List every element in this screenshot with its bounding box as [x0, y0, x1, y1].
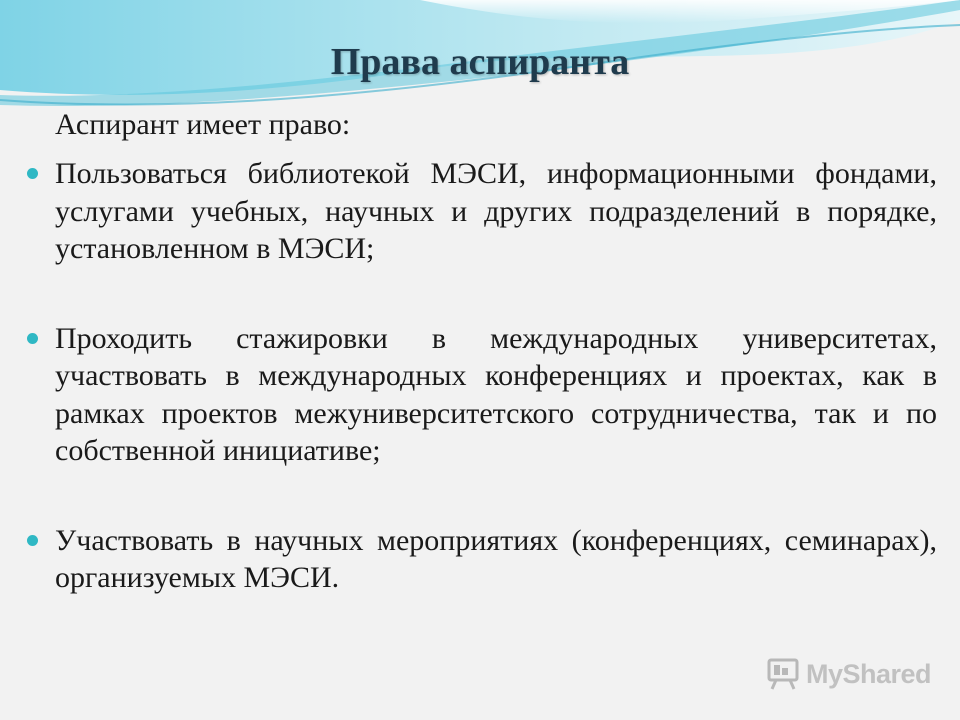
presentation-board-icon — [766, 657, 800, 691]
dot-bullet-icon — [27, 535, 38, 546]
list-item-text: Участвовать в научных мероприятиях (конференциях, семинарах), организуемых МЭСИ. — [55, 523, 937, 594]
list-item-text: Пользоваться библиотекой МЭСИ, информационными фондами, услугами учебных, научных и других подразделений в порядке, установленном в МЭСИ; — [55, 157, 937, 265]
watermark-text: MyShared — [806, 658, 932, 689]
list-item — [55, 320, 937, 470]
watermark-logo — [766, 654, 931, 694]
dot-bullet-icon — [27, 333, 38, 344]
list-item-text: Проходить стажировки в международных университетах, участвовать в международных конференциях и проектах, как в рамках проектов межуниверситетского сотрудничества, так и по собственной инициативе; — [55, 321, 937, 467]
slide-title: Права аспиранта — [330, 41, 630, 83]
list-item — [55, 155, 937, 268]
rights-list — [55, 155, 937, 649]
list-item — [55, 522, 937, 597]
intro-text: Аспирант имеет право: — [55, 108, 351, 141]
dot-bullet-icon — [27, 168, 38, 179]
